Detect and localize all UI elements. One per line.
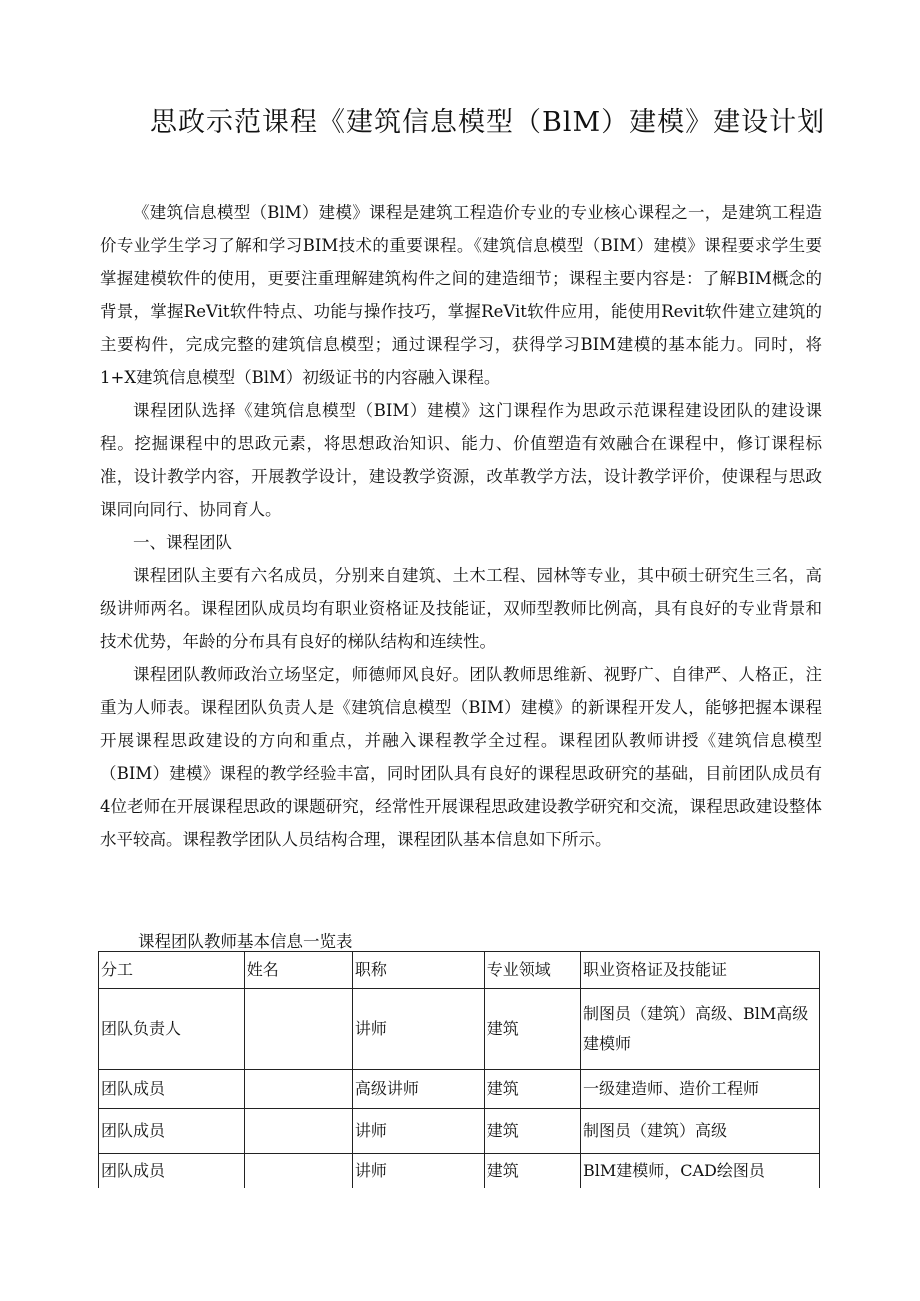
table-cell: 讲师: [352, 989, 484, 1070]
table-cell: 团队成员: [99, 1070, 245, 1109]
table-row: [99, 1154, 820, 1189]
table-cell: 一级建造师、造价工程师: [580, 1070, 819, 1109]
table-cell: 建筑: [484, 1070, 580, 1109]
table-cell: BlM建模师，CAD绘图员: [580, 1154, 819, 1189]
table-cell: 高级讲师: [352, 1070, 484, 1109]
table-cell: 团队负责人: [99, 989, 245, 1070]
paragraph-team-quality: 课程团队教师政治立场坚定，师德师风良好。团队教师思维新、视野广、自律严、人格正，注重为人师表。课程团队负责人是《建筑信息模型（BIM）建模》的新课程开发人，能够把握本课程开展课程思政建设的方向和重点，并融入课程教学全过程。课程团队教师讲授《建筑信息模型（BIM）建模》课程的教学经验丰富，同时团队具有良好的课程思政研究的基础，目前团队成员有4位老师在开展课程思政的课题研究，经常性开展课程思政建设教学研究和交流，课程思政建设整体水平较高。课程教学团队人员结构合理，课程团队基本信息如下所示。: [100, 665, 822, 849]
table-cell: 制图员（建筑）高级: [580, 1109, 819, 1154]
table-cell: [244, 1109, 352, 1154]
document-body: [100, 196, 822, 856]
table-cell: 讲师: [352, 1154, 484, 1189]
table-row: [99, 1109, 820, 1154]
table-row: [99, 989, 820, 1070]
table-cell: 制图员（建筑）高级、BlM高级建模师: [580, 989, 819, 1070]
table-cell: [244, 1154, 352, 1189]
table-header-row: [99, 952, 820, 989]
table-header-cell: 姓名: [244, 952, 352, 989]
table-cell: 建筑: [484, 1154, 580, 1189]
table-cell: 团队成员: [99, 1154, 245, 1189]
table-header-cell: 专业领域: [484, 952, 580, 989]
table-caption: 课程团队教师基本信息一览表: [138, 932, 353, 951]
table-header-cell: 职称: [352, 952, 484, 989]
table-header-cell: 分工: [99, 952, 245, 989]
section-heading-team: 一、课程团队: [133, 533, 232, 552]
paragraph-intro: 《建筑信息模型（BlM）建模》课程是建筑工程造价专业的专业核心课程之一，是建筑工程造价专业学生学习了解和学习BIM技术的重要课程。《建筑信息模型（BIM）建模》课程要求学生要掌握建模软件的使用，更要注重理解建筑构件之间的建造细节；课程主要内容是：了解BIM概念的背景，掌握ReVit软件特点、功能与操作技巧，掌握ReVit软件应用，能使用Revit软件建立建筑的主要构件，完成完整的建筑信息模型；通过课程学习，获得学习BIM建模的基本能力。同时，将1+X建筑信息模型（BlM）初级证书的内容融入课程。: [100, 203, 822, 387]
table-cell: [244, 1070, 352, 1109]
table-cell: [244, 989, 352, 1070]
team-info-table: [98, 951, 820, 1188]
table-cell: 建筑: [484, 1109, 580, 1154]
document-title: 思政示范课程《建筑信息模型（BlM）建模》建设计划: [150, 107, 826, 138]
table-row: [99, 1070, 820, 1109]
paragraph-team-choice: 课程团队选择《建筑信息模型（BIM）建模》这门课程作为思政示范课程建设团队的建设课程。挖掘课程中的思政元素，将思想政治知识、能力、价值塑造有效融合在课程中，修订课程标准，设计教学内容，开展教学设计，建设教学资源，改革教学方法，设计教学评价，使课程与思政课同向同行、协同育人。: [100, 401, 822, 519]
table-header-cell: 职业资格证及技能证: [580, 952, 819, 989]
table-cell: 建筑: [484, 989, 580, 1070]
paragraph-team-members: 课程团队主要有六名成员，分别来自建筑、土木工程、园林等专业，其中硕士研究生三名，高级讲师两名。课程团队成员均有职业资格证及技能证，双师型教师比例高，具有良好的专业背景和技术优势，年龄的分布具有良好的梯队结构和连续性。: [100, 566, 822, 651]
table-cell: 团队成员: [99, 1109, 245, 1154]
table-cell: 讲师: [352, 1109, 484, 1154]
